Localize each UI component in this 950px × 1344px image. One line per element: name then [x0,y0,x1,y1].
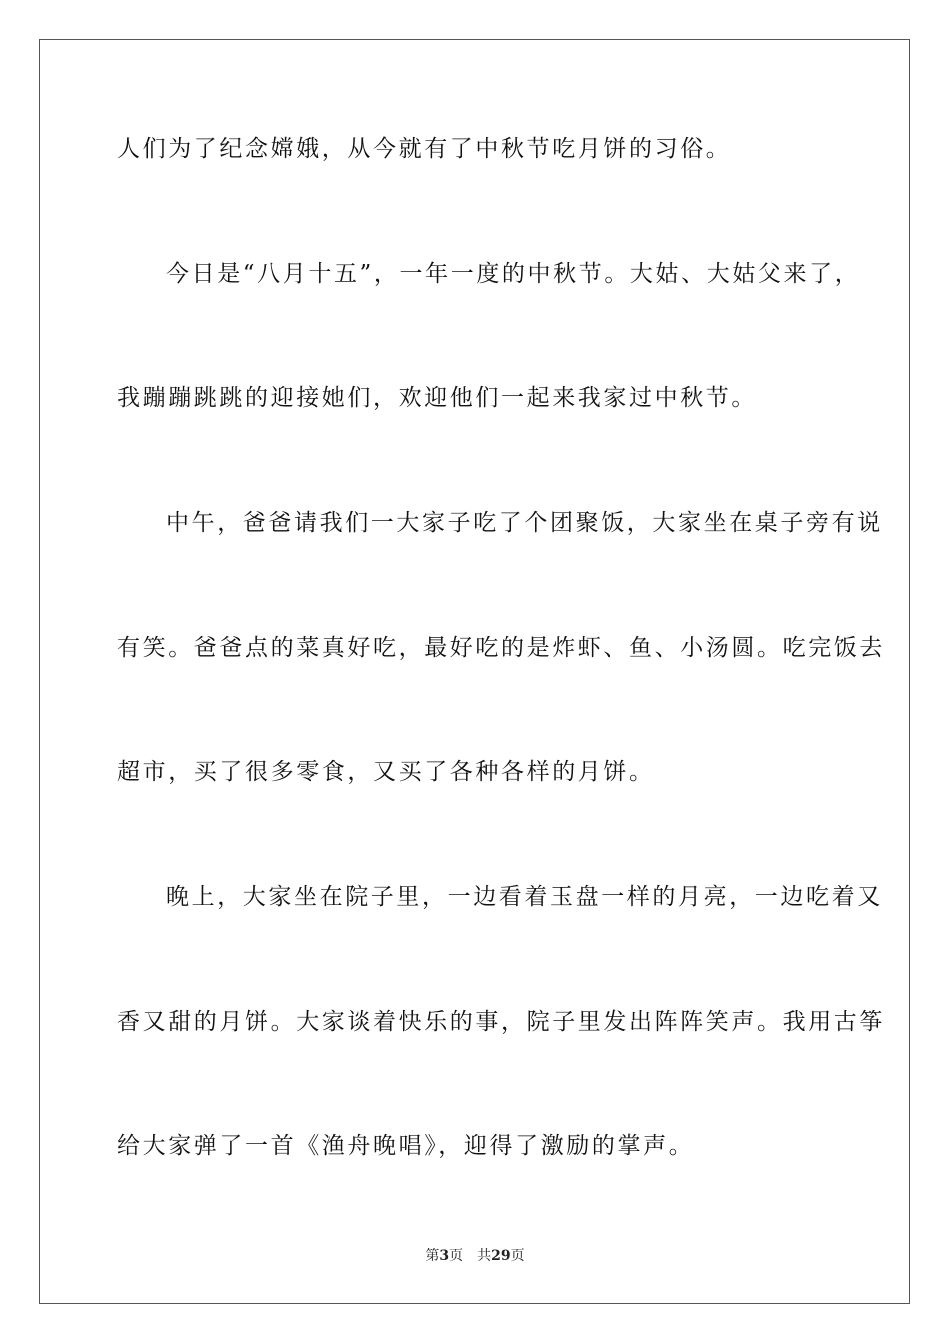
paragraph-line: 晚上，大家坐在院子里，一边看着玉盘一样的月亮，一边吃着又 [166,884,883,910]
page-suffix: 页 [449,1248,464,1264]
paragraph-line: 我蹦蹦跳跳的迎接她们，欢迎他们一起来我家过中秋节。 [117,385,757,411]
paragraph-line: 中午，爸爸请我们一大家子吃了个团聚饭，大家坐在桌子旁有说 [166,510,883,536]
page-prefix: 第 [425,1248,440,1264]
page-number: 3 [439,1248,450,1264]
paragraph-line: 人们为了纪念嫦娥，从今就有了中秋节吃月饼的习俗。 [117,136,732,162]
paragraph-line: 香又甜的月饼。大家谈着快乐的事，院子里发出阵阵笑声。我用古筝 [117,1009,885,1035]
page-footer [0,1247,950,1265]
paragraph-line: 今日是“八月十五”，一年一度的中秋节。大姑、大姑父来了， [166,261,861,287]
total-suffix: 页 [510,1248,525,1264]
paragraph-line: 有笑。爸爸点的菜真好吃，最好吃的是炸虾、鱼、小汤圆。吃完饭去 [117,635,885,661]
total-prefix: 共 [477,1248,492,1264]
paragraph-line: 给大家弹了一首《渔舟晚唱》，迎得了激励的掌声。 [117,1133,695,1159]
total-pages: 29 [491,1248,511,1264]
page-border [39,39,910,1304]
paragraph-line: 超市，买了很多零食，又买了各种各样的月饼。 [117,759,655,785]
